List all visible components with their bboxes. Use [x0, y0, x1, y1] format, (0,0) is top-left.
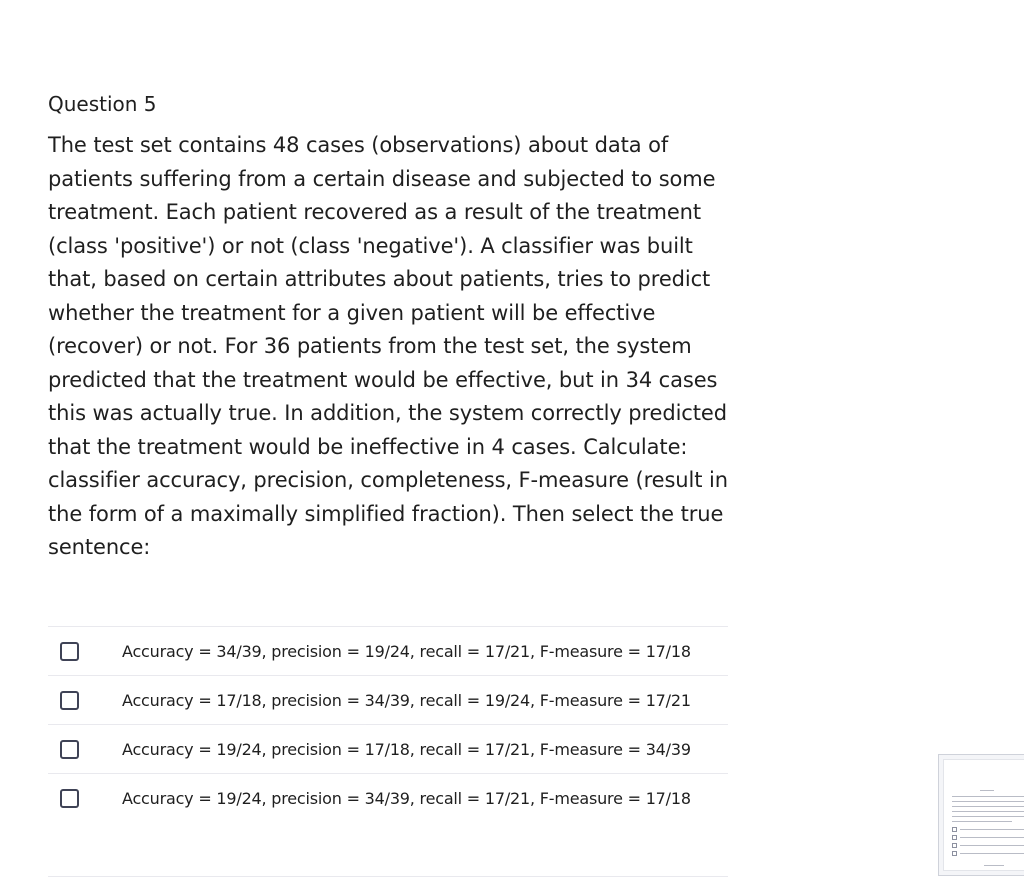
- thumbnail-page: [943, 759, 1024, 871]
- thumbnail-line: [952, 821, 1012, 822]
- thumbnail-line: [980, 790, 994, 791]
- checkbox-unchecked-icon[interactable]: [60, 740, 79, 759]
- thumbnail-line: [952, 806, 1024, 807]
- thumbnail-line: [960, 829, 1024, 830]
- thumbnail-line: [952, 801, 1024, 802]
- divider: [48, 876, 728, 877]
- thumbnail-checkbox-icon: [952, 835, 957, 840]
- thumbnail-line: [952, 796, 1024, 797]
- thumbnail-line: [960, 837, 1024, 838]
- thumbnail-checkbox-icon: [952, 843, 957, 848]
- checkbox-unchecked-icon[interactable]: [60, 642, 79, 661]
- question-block: [48, 88, 728, 565]
- checkbox-unchecked-icon[interactable]: [60, 789, 79, 808]
- answer-option-label[interactable]: Accuracy = 19/24, precision = 17/18, recall = 17/21, F-measure = 34/39: [122, 739, 691, 759]
- thumbnail-checkbox-icon: [952, 827, 957, 832]
- answer-option-label[interactable]: Accuracy = 17/18, precision = 34/39, recall = 19/24, F-measure = 17/21: [122, 690, 691, 710]
- question-title: Question 5: [48, 92, 157, 116]
- checkbox-unchecked-icon[interactable]: [60, 691, 79, 710]
- thumbnail-checkbox-icon: [952, 851, 957, 856]
- thumbnail-line: [960, 853, 1024, 854]
- thumbnail-line: [952, 811, 1024, 812]
- answer-option[interactable]: [48, 627, 728, 676]
- answer-option-label[interactable]: Accuracy = 34/39, precision = 19/24, recall = 17/21, F-measure = 17/18: [122, 641, 691, 661]
- answer-options: [48, 626, 728, 822]
- thumbnail-line: [960, 845, 1024, 846]
- question-text: The test set contains 48 cases (observations) about data of patients suffering from a certain disease and subjected to some treatment. Each patient recovered as a result of the treatment (class 'positive') or not (class 'negative'). A classifier was built that, based on certain attributes about patients, tries to predict whether the treatment for a given patient will be effective (recover) or not. For 36 patients from the test set, the system predicted that the treatment would be effective, but in 34 cases this was actually true. In addition, the system correctly predicted that the treatment would be ineffective in 4 cases. Calculate: classifier accuracy, precision, completeness, F-measure (result in the form of a maximally simplified fraction). Then select the true sentence:: [48, 133, 728, 559]
- answer-option-label[interactable]: Accuracy = 19/24, precision = 34/39, recall = 17/21, F-measure = 17/18: [122, 788, 691, 808]
- thumbnail-line: [984, 865, 1004, 866]
- answer-option[interactable]: [48, 725, 728, 774]
- page-thumbnail-icon[interactable]: [938, 754, 1024, 876]
- answer-option[interactable]: [48, 676, 728, 725]
- answer-option[interactable]: [48, 774, 728, 822]
- thumbnail-line: [952, 816, 1024, 817]
